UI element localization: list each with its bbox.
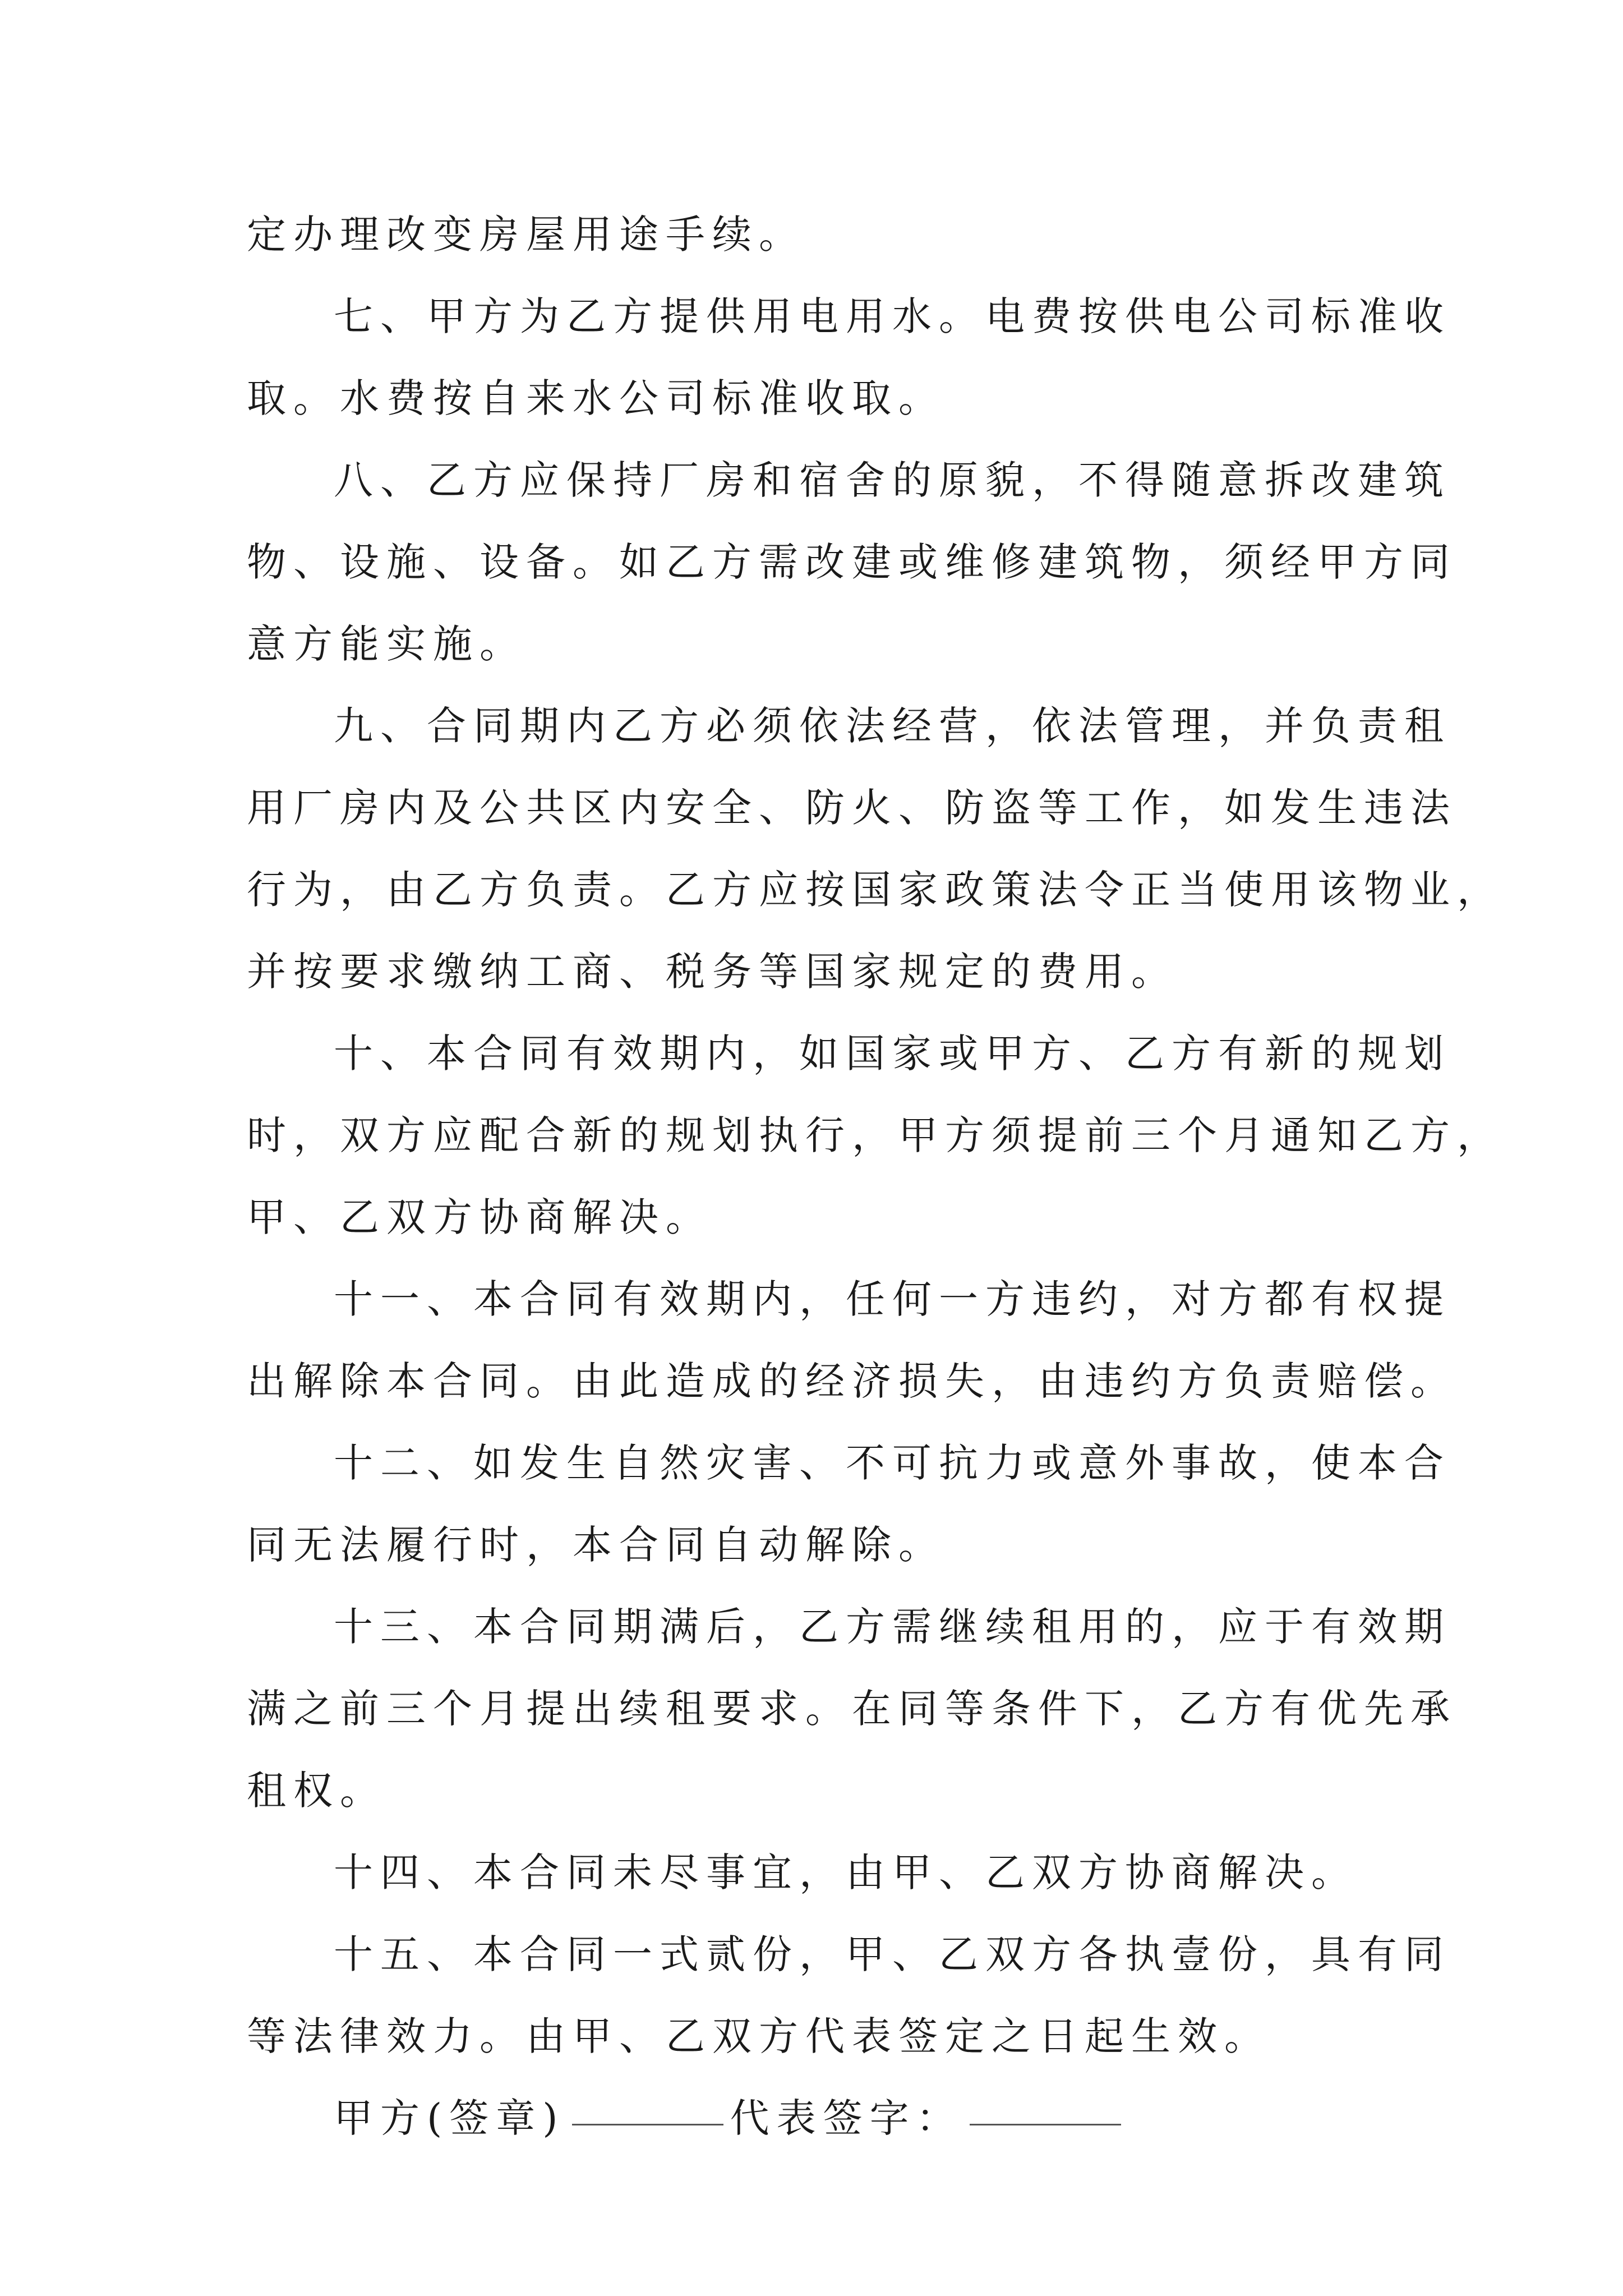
clause-10-line-1: 十、本合同有效期内，如国家或甲方、乙方有新的规划 — [334, 1030, 1451, 1076]
clause-9-line-4: 并按要求缴纳工商、税务等国家规定的费用。 — [247, 949, 1178, 995]
clause-10-line-3: 甲、乙双方协商解决。 — [247, 1194, 712, 1240]
text-line: 定办理改变房屋用途手续。 — [247, 211, 805, 257]
clause-12-line-1: 十二、如发生自然灾害、不可抗力或意外事故，使本合 — [334, 1440, 1451, 1486]
party-a-seal-label: 甲方(签章) — [334, 2095, 565, 2141]
signature-line — [247, 2077, 1391, 2159]
clause-10-line-2: 时，双方应配合新的规划执行，甲方须提前三个月通知乙方， — [247, 1112, 1504, 1158]
clause-9-line-2: 用厂房内及公共区内安全、防火、防盗等工作，如发生违法 — [247, 785, 1457, 831]
clause-15-line-2: 等法律效力。由甲、乙双方代表签定之日起生效。 — [247, 2013, 1271, 2059]
clause-13-line-1: 十三、本合同期满后，乙方需继续租用的，应于有效期 — [334, 1604, 1451, 1650]
representative-signature-blank — [970, 2118, 1121, 2125]
clause-11-line-1: 十一、本合同有效期内，任何一方违约，对方都有权提 — [334, 1276, 1451, 1322]
clause-12-line-2: 同无法履行时，本合同自动解除。 — [247, 1522, 945, 1568]
party-a-seal-blank — [572, 2118, 723, 2125]
clause-9-line-3: 行为，由乙方负责。乙方应按国家政策法令正当使用该物业， — [247, 867, 1504, 913]
clause-9-line-1: 九、合同期内乙方必须依法经营，依法管理，并负责租 — [334, 703, 1451, 749]
clause-13-line-3: 租权。 — [247, 1768, 386, 1814]
contract-body — [247, 194, 1504, 2159]
clause-8-line-1: 八、乙方应保持厂房和宿舍的原貌，不得随意拆改建筑 — [334, 457, 1451, 503]
clause-14-line-1: 十四、本合同未尽事宜，由甲、乙双方协商解决。 — [334, 1849, 1358, 1895]
clause-13-line-2: 满之前三个月提出续租要求。在同等条件下，乙方有优先承 — [247, 1686, 1457, 1732]
clause-15-line-1: 十五、本合同一式贰份，甲、乙双方各执壹份，具有同 — [334, 1931, 1451, 1977]
clause-7-line-1: 七、甲方为乙方提供用电用水。电费按供电公司标准收 — [334, 293, 1451, 339]
clause-7-line-2: 取。水费按自来水公司标准收取。 — [247, 375, 945, 421]
clause-8-line-3: 意方能实施。 — [247, 621, 526, 667]
clause-8-line-2: 物、设施、设备。如乙方需改建或维修建筑物，须经甲方同 — [247, 539, 1457, 585]
representative-signature-label: 代表签字： — [730, 2095, 963, 2141]
clause-11-line-2: 出解除本合同。由此造成的经济损失，由违约方负责赔偿。 — [247, 1358, 1457, 1404]
